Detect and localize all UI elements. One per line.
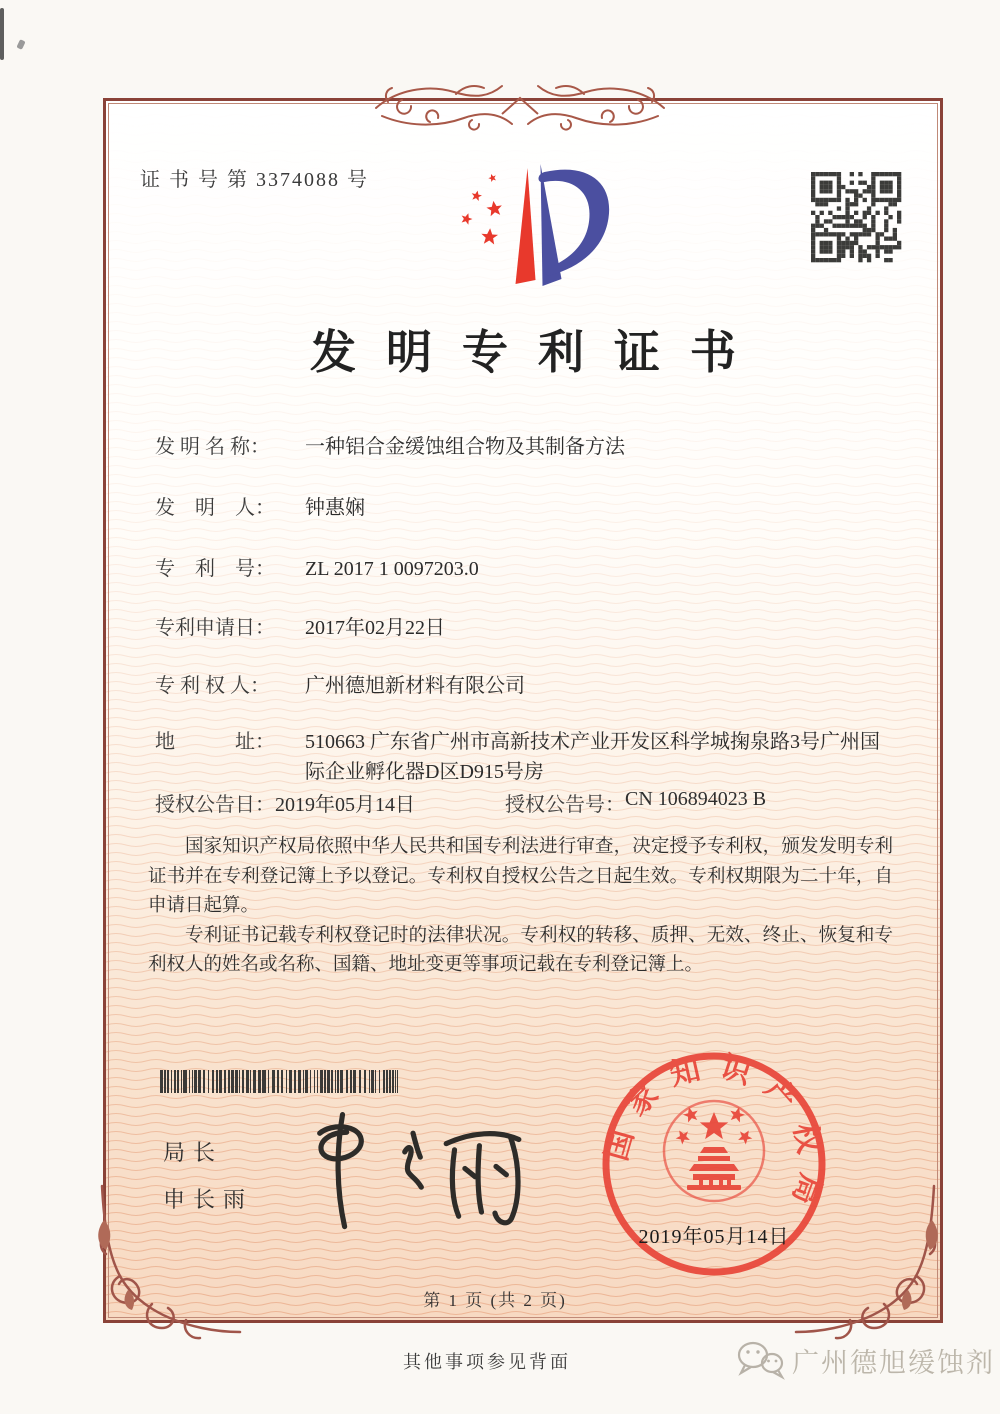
corner-flourish-icon [94,1182,244,1340]
page-number: 第 1 页 (共 2 页) [423,1291,567,1310]
field-label: 发 明 名 称： [155,436,270,458]
seal-date: 2019年05月14日 [638,1226,790,1248]
field-value: 钟惠娴 [305,497,365,519]
certificate-number: 证 书 号 第 3374088 号 [140,169,369,191]
legal-paragraph-2: 专利证书记载专利权登记时的法律状况。专利权的转移、质押、无效、终止、恢复和专利权人的姓名或名称、国籍、地址变更等事项记载在专利登记簿上。 [148,925,893,975]
grant-number-col [505,788,766,817]
field-label: 授权公告号： [505,794,625,816]
watermark-text: 广州德旭缓蚀剂 [792,1347,995,1378]
field-row-inventor [155,493,895,523]
field-label: 专 利 号： [155,558,275,580]
certificate-title: 发明专利证书 [310,327,766,378]
field-label: 授权公告日： [155,794,275,816]
wechat-icon [736,1340,786,1380]
field-label: 地 址： [155,731,275,753]
logo-stars [460,173,504,245]
director-title: 局长 [163,1140,224,1165]
back-note: 其他事项参见背面 [403,1352,571,1372]
barcode [160,1070,408,1093]
legal-paragraph-1: 国家知识产权局依照中华人民共和国专利法进行审查，决定授予专利权，颁发发明专利证书并在专利登记簿上予以登记。专利权自授权公告之日起生效。专利权期限为二十年，自申请日起算。 [148,837,893,916]
field-value: 510663 广东省广州市高新技术产业开发区科学城掬泉路3号广州国际企业孵化器D区D915号房 [305,731,880,783]
qr-code [806,167,906,267]
corner-flourish-icon [792,1182,942,1340]
national-emblem-icon [664,1101,764,1201]
field-row-grant [155,788,895,817]
field-label: 发 明 人： [155,497,275,519]
director-signature [305,1098,575,1238]
seal-agency-text: 国家知识产权局 [599,1049,829,1224]
dragon-ornament-icon [372,72,668,144]
field-row-filing-date [155,613,895,643]
watermark [736,1340,995,1380]
field-value: 2017年02月22日 [305,617,445,639]
cnipa-logo-icon [445,156,620,296]
director-name: 申长雨 [163,1187,254,1212]
scan-speck [16,39,25,50]
legal-text [148,833,893,981]
scan-artifact [0,8,4,60]
field-row-patentee [155,671,895,701]
field-row-address [155,727,895,787]
field-label: 专 利 权 人： [155,675,270,697]
field-row-patent-number [155,554,895,584]
field-row-invention-name [155,432,895,462]
field-value: 广州德旭新材料有限公司 [305,675,525,697]
logo-red-wedge [516,168,536,284]
field-value: ZL 2017 1 0097203.0 [305,558,479,580]
field-value: CN 106894023 B [625,788,767,810]
grant-date-col [155,788,505,817]
field-label: 专利申请日： [155,617,275,639]
field-value: 2019年05月14日 [275,794,415,816]
field-value: 一种铝合金缓蚀组合物及其制备方法 [305,436,625,458]
